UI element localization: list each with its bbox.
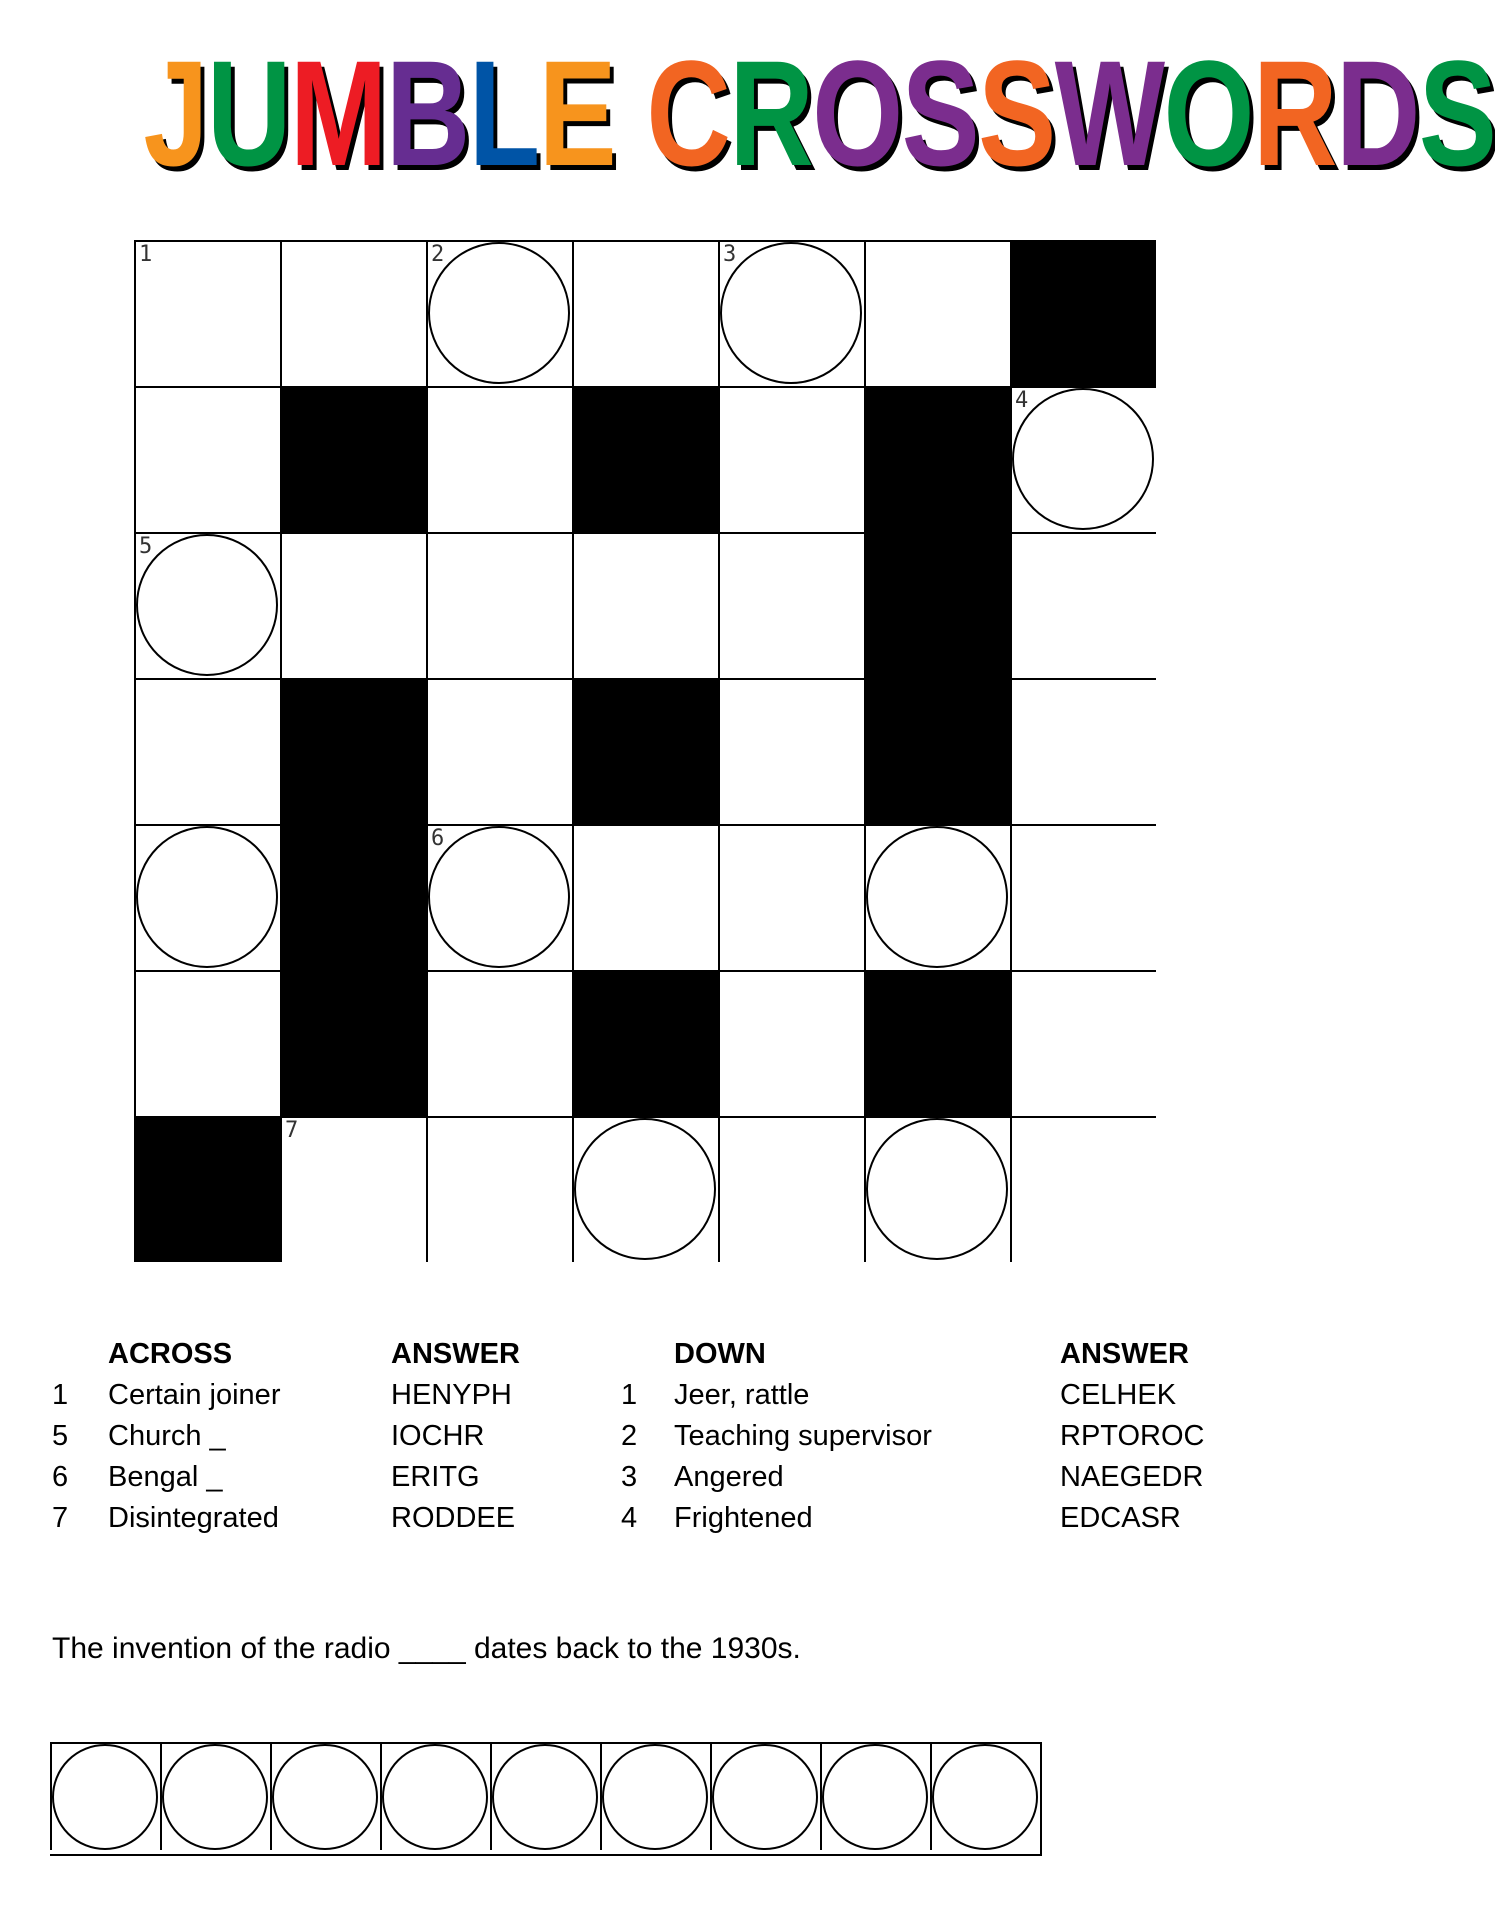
grid-cell[interactable] (426, 1116, 572, 1262)
grid-cell[interactable] (572, 824, 718, 970)
across-answer-heading: ANSWER (391, 1338, 520, 1370)
answer-letter-circle (272, 1744, 378, 1850)
down-answer-heading: ANSWER (1060, 1338, 1189, 1370)
grid-cell[interactable] (1010, 386, 1156, 532)
across-jumbled-answer: IOCHR (391, 1420, 485, 1452)
across-clue-text: Certain joiner (108, 1379, 281, 1411)
clue-number: 6 (431, 826, 445, 851)
answer-letter-circle (712, 1744, 818, 1850)
down-clue-text: Angered (674, 1461, 784, 1493)
answer-letter-box[interactable] (50, 1744, 160, 1850)
clue-number: 7 (285, 1118, 299, 1143)
black-cell (864, 386, 1010, 532)
circled-letter-marker (428, 826, 570, 968)
title-letter: E (538, 29, 616, 197)
across-clue-number: 5 (52, 1420, 69, 1452)
grid-cell[interactable] (1010, 532, 1156, 678)
title-letter: J (143, 29, 207, 197)
grid-cell[interactable] (426, 386, 572, 532)
grid-cell[interactable] (864, 1116, 1010, 1262)
down-clue-number: 1 (621, 1379, 638, 1411)
across-clue-number: 7 (52, 1502, 69, 1534)
across-clue-text: Disintegrated (108, 1502, 279, 1534)
final-riddle-sentence: The invention of the radio ____ dates back to the 1930s. (52, 1632, 801, 1665)
final-answer-boxes (50, 1742, 1042, 1856)
down-clue-number: 2 (621, 1420, 638, 1452)
grid-cell[interactable] (1010, 970, 1156, 1116)
title-letter: O (812, 29, 902, 197)
circled-letter-marker (866, 826, 1008, 968)
answer-letter-circle (822, 1744, 928, 1850)
answer-letter-box[interactable] (930, 1744, 1040, 1850)
across-clue-text: Church _ (108, 1420, 226, 1452)
answer-letter-box[interactable] (160, 1744, 270, 1850)
down-numbers (621, 1375, 637, 1539)
grid-cell[interactable] (426, 824, 572, 970)
black-cell (134, 1116, 280, 1262)
black-cell (1010, 240, 1156, 386)
across-column (108, 1334, 280, 1539)
title-letter: S (1418, 29, 1495, 197)
title-letter: R (1252, 29, 1336, 197)
grid-cell[interactable] (864, 240, 1010, 386)
across-clue-number: 1 (52, 1379, 69, 1411)
title-letter: W (1054, 29, 1164, 197)
black-cell (280, 678, 426, 824)
down-jumbled-answer: NAEGEDR (1060, 1461, 1204, 1493)
down-jumbled-answer: CELHEK (1060, 1379, 1177, 1411)
grid-cell[interactable] (426, 678, 572, 824)
grid-cell[interactable] (134, 824, 280, 970)
grid-cell[interactable] (134, 240, 280, 386)
down-column (674, 1334, 932, 1539)
grid-cell[interactable] (572, 1116, 718, 1262)
grid-cell[interactable] (718, 532, 864, 678)
across-clue-number: 6 (52, 1461, 69, 1493)
answer-letter-box[interactable] (600, 1744, 710, 1850)
grid-cell[interactable] (1010, 678, 1156, 824)
down-heading: DOWN (674, 1338, 766, 1370)
down-clue-number: 4 (621, 1502, 638, 1534)
circled-letter-marker (720, 242, 862, 384)
grid-cell[interactable] (426, 532, 572, 678)
grid-cell[interactable] (864, 824, 1010, 970)
black-cell (572, 678, 718, 824)
grid-cell[interactable] (134, 970, 280, 1116)
title-letter: S (978, 29, 1055, 197)
grid-cell[interactable] (1010, 1116, 1156, 1262)
clue-number: 3 (723, 242, 737, 267)
clue-number: 4 (1015, 388, 1029, 413)
answer-letter-circle (52, 1744, 158, 1850)
across-clue-text: Bengal _ (108, 1461, 223, 1493)
title-letter: O (1163, 29, 1253, 197)
across-jumbled-answer: HENYPH (391, 1379, 512, 1411)
title-letter: S (901, 29, 979, 197)
black-cell (280, 824, 426, 970)
title-letter: D (1335, 29, 1419, 197)
answer-letter-box[interactable] (270, 1744, 380, 1850)
answer-letter-box[interactable] (710, 1744, 820, 1850)
title-letter: L (468, 29, 539, 197)
black-cell (572, 970, 718, 1116)
down-jumbled-answer: EDCASR (1060, 1502, 1181, 1534)
black-cell (864, 970, 1010, 1116)
circled-letter-marker (136, 826, 278, 968)
clue-number: 2 (431, 242, 445, 267)
circled-letter-marker (136, 534, 278, 676)
title-letter: C (646, 29, 730, 197)
down-clue-text: Jeer, rattle (674, 1379, 810, 1411)
grid-cell[interactable] (718, 970, 864, 1116)
across-jumbled-answer: RODDEE (391, 1502, 516, 1534)
grid-cell[interactable] (134, 386, 280, 532)
grid-cell[interactable] (572, 532, 718, 678)
circled-letter-marker (1012, 388, 1154, 530)
grid-cell[interactable] (718, 678, 864, 824)
grid-cell[interactable] (718, 824, 864, 970)
black-cell (864, 678, 1010, 824)
title-letter: R (729, 29, 813, 197)
across-jumbled-answer: ERITG (391, 1461, 480, 1493)
grid-cell[interactable] (572, 240, 718, 386)
down-clue-number: 3 (621, 1461, 638, 1493)
black-cell (572, 386, 718, 532)
down-jumbled-answer: RPTOROC (1060, 1420, 1205, 1452)
crossword-grid (134, 240, 1156, 1262)
circled-letter-marker (428, 242, 570, 384)
black-cell (864, 532, 1010, 678)
across-answer-column (391, 1334, 520, 1539)
down-clue-text: Teaching supervisor (674, 1420, 932, 1452)
answer-letter-box[interactable] (820, 1744, 930, 1850)
title-letter: U (206, 29, 290, 197)
answer-letter-circle (932, 1744, 1038, 1850)
grid-cell[interactable] (280, 240, 426, 386)
circled-letter-marker (866, 1118, 1008, 1260)
answer-letter-box[interactable] (380, 1744, 490, 1850)
grid-cell[interactable] (718, 1116, 864, 1262)
answer-letter-circle (602, 1744, 708, 1850)
puzzle-title (143, 29, 1495, 197)
grid-cell[interactable] (134, 532, 280, 678)
title-letter: B (385, 29, 469, 197)
across-heading: ACROSS (108, 1338, 233, 1370)
grid-cell[interactable] (718, 240, 864, 386)
grid-cell[interactable] (426, 970, 572, 1116)
grid-cell[interactable] (280, 532, 426, 678)
clue-number: 1 (139, 242, 153, 267)
black-cell (280, 970, 426, 1116)
grid-cell[interactable] (718, 386, 864, 532)
grid-cell[interactable] (1010, 824, 1156, 970)
answer-letter-circle (382, 1744, 488, 1850)
down-answer-column (1060, 1334, 1204, 1539)
grid-cell[interactable] (426, 240, 572, 386)
answer-letter-box[interactable] (490, 1744, 600, 1850)
title-letter: M (289, 29, 386, 197)
grid-cell[interactable] (280, 1116, 426, 1262)
grid-cell[interactable] (134, 678, 280, 824)
answer-letter-circle (162, 1744, 268, 1850)
answer-letter-circle (492, 1744, 598, 1850)
black-cell (280, 386, 426, 532)
circled-letter-marker (574, 1118, 716, 1260)
across-numbers (52, 1375, 68, 1539)
clue-number: 5 (139, 534, 153, 559)
down-clue-text: Frightened (674, 1502, 813, 1534)
